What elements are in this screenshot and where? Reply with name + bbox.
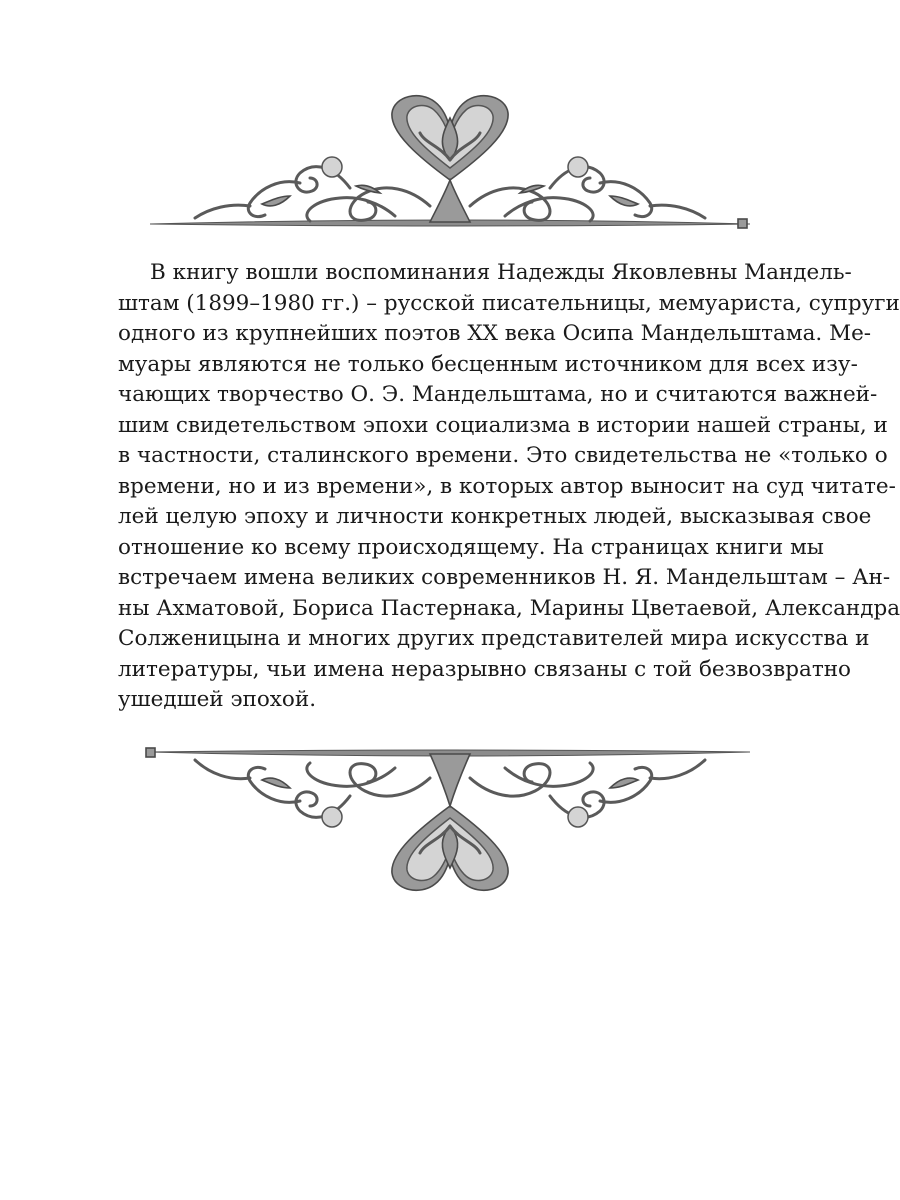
text-line: шим свидетельством эпохи социализма в истории нашей страны, и	[118, 412, 888, 438]
text-line: ны Ахматовой, Бориса Пастернака, Марины Цветаевой, Александра	[118, 595, 900, 621]
bottom-ornament	[0, 738, 900, 898]
top-ornament	[0, 88, 900, 248]
book-description	[118, 258, 900, 716]
bottom-ornament-group	[146, 748, 750, 890]
text-line: чающих творчество О. Э. Мандельштама, но и считаются важней-	[118, 382, 878, 407]
text-line: литературы, чьи имена неразрывно связаны с той безвозвратно	[118, 656, 851, 682]
text-line: отношение ко всему происходящему. На страницах книги мы	[118, 534, 824, 560]
text-line: лей целую эпоху и личности конкретных людей, высказывая свое	[118, 504, 872, 529]
text-line: ушедшей эпохой.	[118, 687, 317, 712]
text-line: времени, но и из времени», в которых автор выносит на суд читате-	[118, 473, 896, 499]
text-line: муары являются не только бесценным источником для всех изу-	[118, 351, 858, 377]
text-line: одного из крупнейших поэтов XX века Осипа Мандельштама. Ме-	[118, 321, 872, 346]
top-ornament-group	[150, 96, 750, 228]
text-line: штам (1899–1980 гг.) – русской писательницы, мемуариста, супруги	[118, 290, 900, 316]
text-line: В книгу вошли воспоминания Надежды Яковлевны Мандель-	[150, 260, 852, 285]
text-line: встречаем имена великих современников Н. Я. Мандельштам – Ан-	[118, 565, 891, 590]
text-line: Солженицына и многих других представителей мира искусства и	[118, 626, 870, 651]
text-line: в частности, сталинского времени. Это свидетельства не «только о	[118, 443, 888, 468]
